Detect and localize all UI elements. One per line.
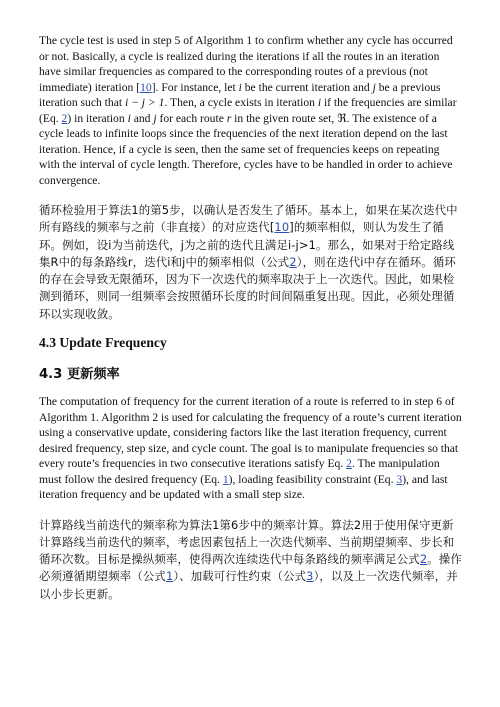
text-run: ]的频率相似，则认为发生了循环。例如，设i为当前迭代，j为之前的迭代且满足i-j>1。那么，如果对于给定路线集R中的每条路线r，迭代i和j中的频率相似（公式 [39, 220, 455, 269]
text-run: and [130, 111, 154, 125]
text-run: be the current iteration and [241, 80, 373, 94]
paragraph-update-frequency-zh [39, 517, 462, 603]
equation-link[interactable]: 2 [346, 457, 352, 471]
text-run: . The manipulation must follow the desired frequency (Eq. [39, 457, 440, 486]
section-heading-zh: 4.3 更新频率 [39, 367, 120, 383]
document-page [39, 33, 462, 615]
text-run: The cycle test is used in step 5 of Algorithm 1 to confirm whether any cycle has occurred or not. Basically, a cycle is realized during the iterations if all the routes in an iteration have similar frequencies as compared to the corresponding routes of a previous (not immediate) iteration [ [39, 34, 453, 94]
text-run: ), loading feasibility constraint (Eq. [228, 472, 397, 486]
math-variable: r [226, 111, 232, 125]
text-run: ）、加载可行性约束（公式 [173, 569, 307, 584]
math-symbol: ℜ [337, 110, 347, 125]
paragraph-cycle-test-zh [39, 202, 462, 323]
equation-link[interactable]: 3 [396, 472, 403, 486]
equation-link[interactable]: 1 [165, 569, 174, 584]
text-run: . The existence of a cycle leads to infinite loops since the frequencies of the next iteration depend on the last iteration. Hence, if a cycle is seen, then the same set of frequencies keeps on repeating with the interval of cycle length. Therefore, cycles have to be handled in order to achieve convergence. [39, 111, 453, 187]
text-run: The computation of frequency for the current iteration of a route is referred to in step 6 of Algorithm 1. Algorithm 2 is used for calculating the frequency of a route’s current iteration using a conservative update, considering factors like the last iteration frequency, current desired frequency, step size, and cycle count. The goal is to manipulate frequencies so that every route’s frequencies in two consecutive iterations satisfy Eq. [39, 395, 462, 471]
text-run: for each route [156, 111, 227, 125]
equation-link[interactable]: 2 [61, 111, 68, 125]
paragraph-cycle-test-en [39, 33, 462, 188]
equation-link[interactable]: 1 [222, 472, 229, 486]
equation-link[interactable]: 3 [306, 569, 314, 584]
text-run: ），以及上一次迭代频率，并以小步长更新。 [39, 569, 458, 601]
math-variable: i [238, 80, 242, 94]
equation-link[interactable]: 2 [419, 552, 428, 567]
math-variable: j [372, 80, 376, 94]
text-run: . Then, a cycle exists in iteration [164, 96, 318, 109]
citation-link[interactable]: 10 [274, 220, 290, 235]
text-run: if the frequencies are similar (Eq. [39, 96, 457, 125]
text-run: ]. For instance, let [151, 80, 239, 94]
text-run: be a previous iteration such that [39, 80, 441, 109]
text-run: in the given route set, [231, 111, 338, 125]
equation-link[interactable]: 2 [289, 254, 297, 269]
math-expression: i − j > 1 [124, 96, 165, 109]
text-run: 循环检验用于算法1的第5步，以确认是否发生了循环。基本上，如果在某次迭代中所有路线的频率与之前（非直接）的对应迭代[ [39, 203, 458, 235]
math-variable: i [127, 111, 131, 125]
math-variable: j [153, 111, 157, 125]
text-run: 。操作必须遵循期望频率（公式 [39, 552, 462, 584]
section-heading-en: 4.3 Update Frequency [39, 335, 167, 351]
text-run: ），则在迭代i中存在循环。循环的存在会导致无限循环，因为下一次迭代的频率取决于上一次迭代。因此，如果检测到循环，则同一组频率会按照循环长度的时间间隔重复出现。因此，必须处理循环以实现收敛。 [39, 254, 456, 321]
citation-link[interactable]: 10 [140, 80, 152, 94]
math-variable: i [317, 96, 322, 109]
text-run: ), and last iteration frequency and be updated with a small step size. [39, 472, 448, 502]
text-run: ) in iteration [67, 111, 128, 125]
text-run: 计算路线当前迭代的频率称为算法1第6步中的频率计算。算法2用于使用保守更新计算路线当前迭代的频率，考虑因素包括上一次迭代频率、当前期望频率、步长和循环次数。目标是操纵频率，使得两次连续迭代中每条路线的频率满足公式 [39, 517, 455, 567]
paragraph-update-frequency-en [39, 394, 462, 503]
